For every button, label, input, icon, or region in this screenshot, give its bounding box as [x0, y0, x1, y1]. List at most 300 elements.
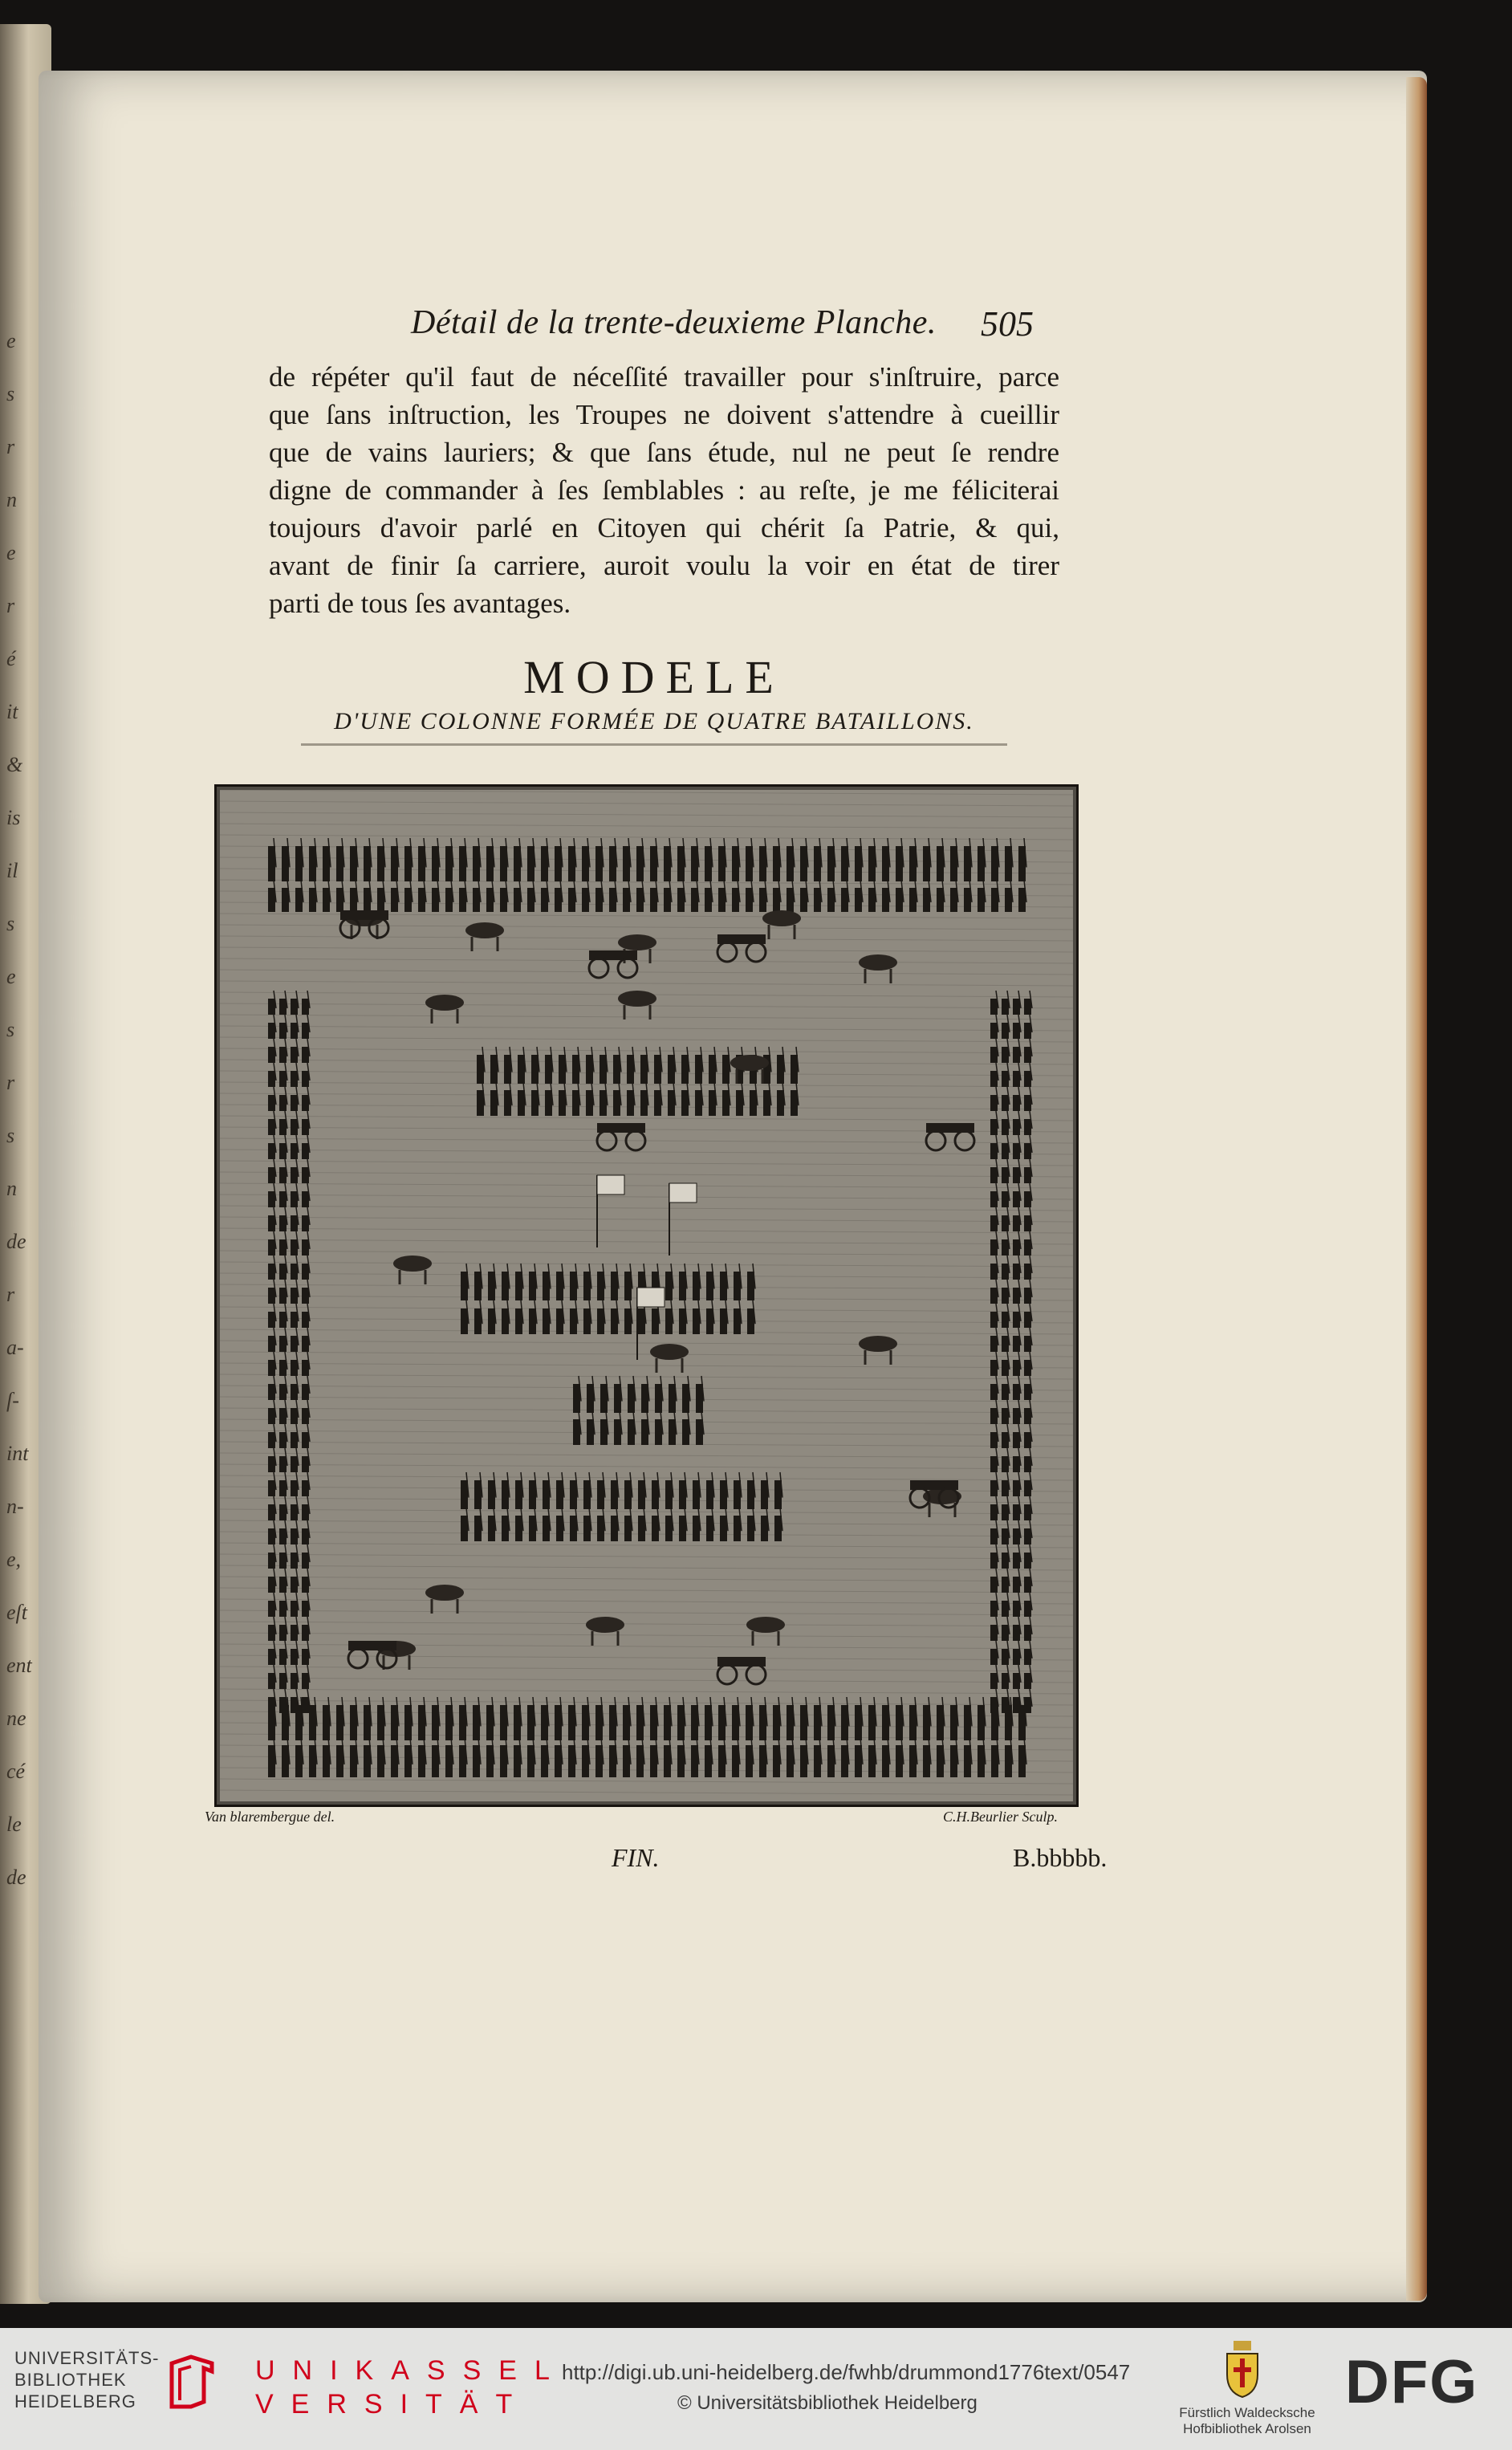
soldier-figure: [652, 1516, 659, 1541]
soldier-figure: [279, 1215, 287, 1231]
soldier-figure: [627, 1090, 634, 1116]
soldier-figure: [665, 1516, 673, 1541]
soldier-figure: [1002, 1601, 1009, 1617]
soldier-figure: [268, 1239, 275, 1256]
soldier-figure: [364, 1745, 371, 1777]
soldier-figure: [1002, 1673, 1009, 1689]
soldier-figure: [1002, 1288, 1009, 1304]
soldier-figure: [654, 1055, 661, 1084]
soldier-figure: [529, 1480, 536, 1509]
soldier-figure: [855, 1745, 862, 1777]
soldier-figure: [777, 1055, 784, 1084]
soldier-figure: [595, 888, 603, 912]
soldier-figure: [990, 1167, 998, 1183]
soldier-figure: [302, 1095, 309, 1111]
soldier-figure: [291, 1119, 298, 1135]
soldier-figure: [500, 888, 507, 912]
horse-figure: [859, 954, 897, 971]
soldier-figure: [1013, 1360, 1020, 1376]
soldier-figure: [302, 1047, 309, 1063]
soldier-figure: [693, 1516, 700, 1541]
soldier-figure: [732, 1745, 739, 1777]
soldier-figure: [302, 1384, 309, 1400]
soldier-figure: [1024, 1577, 1031, 1593]
soldier-figure: [268, 1023, 275, 1039]
soldier-figure: [515, 1308, 522, 1334]
soldier-figure: [350, 888, 357, 912]
horse-figure: [425, 995, 464, 1011]
soldier-figure: [291, 1432, 298, 1448]
soldier-figure: [1013, 1673, 1020, 1689]
soldier-figure: [882, 888, 889, 912]
soldier-figure: [488, 1308, 495, 1334]
soldier-figure: [279, 1673, 287, 1689]
soldier-figure: [909, 1745, 917, 1777]
soldier-figure: [279, 1625, 287, 1641]
horse-figure: [762, 910, 801, 926]
soldier-figure: [268, 1215, 275, 1231]
soldier-figure: [302, 1528, 309, 1544]
soldier-figure: [279, 1095, 287, 1111]
prev-page-fragment: eſt: [6, 1601, 27, 1624]
soldier-figure: [1013, 1408, 1020, 1424]
soldier-figure: [990, 1673, 998, 1689]
soldier-figure: [474, 1308, 482, 1334]
soldier-figure: [570, 1516, 577, 1541]
soldier-figure: [1024, 1408, 1031, 1424]
soldier-figure: [1013, 1456, 1020, 1472]
soldier-figure: [488, 1480, 495, 1509]
soldier-figure: [747, 1272, 754, 1300]
soldier-figure: [291, 1167, 298, 1183]
soldier-figure: [1002, 1384, 1009, 1400]
soldier-figure: [473, 888, 480, 912]
soldier-figure: [1013, 1384, 1020, 1400]
soldier-figure: [990, 1528, 998, 1544]
soldier-figure: [1002, 1577, 1009, 1593]
soldier-figure: [1013, 1264, 1020, 1280]
prev-page-fragment: r: [6, 594, 15, 617]
soldier-figure: [555, 1745, 562, 1777]
soldier-figure: [786, 1745, 794, 1777]
soldier-figure: [302, 1191, 309, 1207]
soldier-figure: [302, 1480, 309, 1496]
soldier-figure: [1013, 1649, 1020, 1665]
soldier-figure: [302, 1264, 309, 1280]
prev-page-fragment: e,: [6, 1548, 22, 1571]
soldier-figure: [652, 1480, 659, 1509]
soldier-figure: [268, 1625, 275, 1641]
prev-page-fragment: ſ-: [6, 1389, 19, 1412]
horse-figure: [618, 934, 656, 950]
soldier-figure: [696, 1384, 703, 1413]
soldier-figure: [1013, 1577, 1020, 1593]
soldier-figure: [964, 1745, 971, 1777]
soldier-figure: [583, 1308, 591, 1334]
soldier-figure: [855, 888, 862, 912]
soldier-figure: [1002, 1023, 1009, 1039]
soldier-figure: [543, 1272, 550, 1300]
soldier-figure: [720, 1516, 727, 1541]
soldier-figure: [268, 1745, 275, 1777]
soldier-figure: [279, 1553, 287, 1569]
soldier-figure: [734, 1272, 741, 1300]
soldier-figure: [302, 1336, 309, 1352]
soldier-figure: [279, 1239, 287, 1256]
soldier-figure: [291, 1528, 298, 1544]
soldier-figure: [291, 1312, 298, 1328]
soldier-figure: [488, 1516, 495, 1541]
soldier-figure: [614, 1384, 621, 1413]
soldier-figure: [990, 1143, 998, 1159]
prev-page-fragment: n: [6, 488, 17, 511]
soldier-figure: [641, 1419, 648, 1445]
soldier-figure: [291, 1023, 298, 1039]
arolsen-crest-icon[interactable]: [1224, 2339, 1261, 2399]
prev-page-fragment: e: [6, 541, 16, 564]
arolsen-library-label[interactable]: [1167, 2405, 1327, 2437]
soldier-figure: [746, 888, 753, 912]
soldier-figure: [282, 888, 289, 912]
fin-mark: FIN.: [612, 1843, 660, 1872]
soldier-figure: [477, 1055, 484, 1084]
soldier-figure: [582, 888, 589, 912]
soldier-figure: [268, 1577, 275, 1593]
soldier-figure: [302, 1408, 309, 1424]
arolsen-line: Fürstlich Waldecksche: [1179, 2405, 1315, 2420]
soldier-figure: [669, 1419, 676, 1445]
soldier-figure: [1013, 1480, 1020, 1496]
soldier-figure: [720, 1308, 727, 1334]
soldier-figure: [624, 1516, 632, 1541]
soldier-figure: [586, 1090, 593, 1116]
soldier-figure: [502, 1480, 509, 1509]
soldier-figure: [613, 1055, 620, 1084]
prev-page-fragment: n-: [6, 1495, 24, 1518]
soldier-figure: [1024, 1553, 1031, 1569]
soldier-figure: [302, 1553, 309, 1569]
soldier-figure: [268, 1528, 275, 1544]
soldier-figure: [291, 1215, 298, 1231]
soldier-figure: [791, 1055, 798, 1084]
soldier-figure: [1002, 1432, 1009, 1448]
soldier-figure: [543, 1516, 550, 1541]
soldier-figure: [990, 1336, 998, 1352]
soldier-figure: [336, 888, 343, 912]
soldier-figure: [418, 1745, 425, 1777]
prev-page-fragment: é: [6, 647, 16, 670]
soldier-figure: [1024, 1143, 1031, 1159]
soldier-figure: [709, 1090, 716, 1116]
soldier-figure: [597, 1272, 604, 1300]
soldier-figure: [722, 1090, 730, 1116]
soldier-figure: [573, 1419, 580, 1445]
soldier-figure: [611, 1308, 618, 1334]
heidelberg-line: BIBLIOTHEK: [14, 2370, 127, 2390]
soldier-figure: [773, 888, 780, 912]
soldier-figure: [679, 1272, 686, 1300]
soldier-figure: [279, 1264, 287, 1280]
soldier-figure: [268, 1336, 275, 1352]
soldier-figure: [669, 1384, 676, 1413]
soldier-figure: [990, 1480, 998, 1496]
soldier-figure: [1005, 888, 1012, 912]
soldier-figure: [291, 1239, 298, 1256]
soldier-figure: [896, 888, 903, 912]
prev-page-fragment: cé: [6, 1760, 26, 1783]
soldier-figure: [1018, 1745, 1026, 1777]
soldier-figure: [418, 888, 425, 912]
soldier-figure: [531, 1055, 539, 1084]
soldier-figure: [572, 1055, 579, 1084]
soldier-figure: [896, 1745, 903, 1777]
soldier-figure: [515, 1272, 522, 1300]
soldier-figure: [990, 1312, 998, 1328]
soldier-figure: [655, 1419, 662, 1445]
prev-page-fragment: is: [6, 806, 21, 829]
soldier-figure: [279, 1697, 287, 1713]
soldier-figure: [600, 1384, 608, 1413]
soldier-figure: [641, 1384, 648, 1413]
kassel-wordmark-top[interactable]: UNIKASSEL: [255, 2355, 567, 2386]
body-line: parti de tous ſes avantages.: [269, 588, 571, 619]
soldier-figure: [461, 1480, 468, 1509]
soldier-figure: [978, 1745, 985, 1777]
soldier-figure: [302, 1023, 309, 1039]
soldier-figure: [556, 1480, 563, 1509]
soldier-figure: [609, 1745, 616, 1777]
soldier-figure: [650, 888, 657, 912]
plate-subtitle: D'UNE COLONNE FORMÉE DE QUATRE BATAILLONS.: [334, 708, 974, 735]
permalink-url[interactable]: http://digi.ub.uni-heidelberg.de/fwhb/drummond1776text/0547: [562, 2360, 1131, 2384]
soldier-figure: [841, 888, 848, 912]
soldier-figure: [568, 888, 575, 912]
prev-page-fragment: e: [6, 329, 16, 352]
soldier-figure: [302, 1143, 309, 1159]
horse-figure: [465, 922, 504, 938]
soldier-figure: [640, 1090, 648, 1116]
soldier-figure: [570, 1308, 577, 1334]
soldier-figure: [774, 1480, 782, 1509]
running-head: Détail de la trente-deuxieme Planche.: [411, 304, 937, 341]
soldier-figure: [1024, 1336, 1031, 1352]
soldier-figure: [268, 1167, 275, 1183]
soldier-figure: [1024, 1504, 1031, 1520]
soldier-figure: [1013, 1432, 1020, 1448]
soldier-figure: [291, 1577, 298, 1593]
soldier-figure: [302, 1504, 309, 1520]
prev-page-fragment: s: [6, 1124, 15, 1147]
soldier-figure: [1024, 1601, 1031, 1617]
soldier-figure: [664, 888, 671, 912]
soldier-figure: [978, 888, 985, 912]
prev-page-fragment: e: [6, 965, 16, 988]
soldier-figure: [628, 1384, 635, 1413]
soldier-figure: [486, 1745, 494, 1777]
soldier-figure: [279, 1047, 287, 1063]
soldier-figure: [695, 1090, 702, 1116]
soldier-figure: [279, 1023, 287, 1039]
soldier-figure: [391, 1745, 398, 1777]
soldier-figure: [302, 1673, 309, 1689]
soldier-figure: [279, 999, 287, 1015]
heidelberg-line: UNIVERSITÄTS-: [14, 2348, 160, 2368]
soldier-figure: [474, 1272, 482, 1300]
page-fore-edge: [1406, 77, 1427, 2301]
kassel-wordmark-bottom[interactable]: VERSITÄT: [255, 2389, 530, 2419]
soldier-figure: [597, 1480, 604, 1509]
soldier-figure: [268, 1288, 275, 1304]
soldier-figure: [706, 1480, 713, 1509]
soldier-figure: [291, 1336, 298, 1352]
soldier-figure: [1024, 1095, 1031, 1111]
horse-figure: [586, 1617, 624, 1633]
soldier-figure: [990, 1119, 998, 1135]
soldier-figure: [1024, 1288, 1031, 1304]
soldier-figure: [502, 1308, 509, 1334]
soldier-figure: [691, 888, 698, 912]
soldier-figure: [841, 1745, 848, 1777]
soldier-figure: [336, 1745, 343, 1777]
soldier-figure: [268, 1095, 275, 1111]
kassel-logo-icon[interactable]: [167, 2354, 217, 2411]
soldier-figure: [1002, 1215, 1009, 1231]
dfg-logo[interactable]: DFG: [1345, 2348, 1479, 2416]
horse-figure: [618, 991, 656, 1007]
soldier-figure: [1002, 1697, 1009, 1713]
engraved-plate: [214, 784, 1079, 1807]
horse-figure: [393, 1256, 432, 1272]
soldier-figure: [541, 1745, 548, 1777]
soldier-figure: [1013, 1528, 1020, 1544]
soldier-figure: [1013, 1215, 1020, 1231]
soldier-figure: [624, 1308, 632, 1334]
soldier-figure: [650, 1745, 657, 1777]
soldier-figure: [291, 1095, 298, 1111]
soldier-figure: [759, 888, 766, 912]
soldier-figure: [268, 1432, 275, 1448]
soldier-figure: [623, 1745, 630, 1777]
soldier-figure: [404, 888, 412, 912]
prev-page-fragment: s: [6, 382, 15, 405]
soldier-figure: [990, 1239, 998, 1256]
soldier-figure: [734, 1308, 741, 1334]
soldier-figure: [490, 1055, 498, 1084]
soldier-figure: [668, 1055, 675, 1084]
soldier-figure: [302, 1601, 309, 1617]
soldier-figure: [747, 1308, 754, 1334]
soldier-figure: [682, 1419, 689, 1445]
soldier-figure: [1024, 1360, 1031, 1376]
soldier-figure: [990, 1384, 998, 1400]
soldier-figure: [279, 1528, 287, 1544]
soldier-figure: [559, 1055, 566, 1084]
soldier-figure: [291, 1143, 298, 1159]
soldier-figure: [268, 1191, 275, 1207]
soldier-figure: [502, 1272, 509, 1300]
soldier-figure: [531, 1090, 539, 1116]
soldier-figure: [1002, 999, 1009, 1015]
soldier-figure: [302, 1312, 309, 1328]
soldier-figure: [1024, 1480, 1031, 1496]
soldier-figure: [1013, 999, 1020, 1015]
signature-mark: B.bbbbb.: [1013, 1843, 1108, 1872]
prev-page-fragment: r: [6, 435, 15, 458]
horse-figure: [859, 1336, 897, 1352]
soldier-figure: [923, 1745, 930, 1777]
soldier-figure: [302, 1649, 309, 1665]
prev-page-fragment: r: [6, 1283, 15, 1306]
arolsen-line: Hofbibliothek Arolsen: [1183, 2421, 1311, 2436]
soldier-figure: [488, 1272, 495, 1300]
soldier-figure: [377, 1745, 384, 1777]
soldier-figure: [814, 1745, 821, 1777]
soldier-figure: [609, 888, 616, 912]
soldier-figure: [302, 1625, 309, 1641]
soldier-figure: [937, 1745, 944, 1777]
soldier-figure: [279, 1143, 287, 1159]
soldier-figure: [500, 1745, 507, 1777]
soldier-figure: [1002, 1336, 1009, 1352]
heidelberg-library-logo[interactable]: [14, 2347, 159, 2412]
soldier-figure: [668, 1090, 675, 1116]
soldier-figure: [1024, 1697, 1031, 1713]
soldier-figure: [693, 1308, 700, 1334]
soldier-figure: [665, 1480, 673, 1509]
soldier-figure: [990, 1095, 998, 1111]
soldier-figure: [827, 1745, 835, 1777]
soldier-figure: [734, 1516, 741, 1541]
soldier-figure: [1024, 1239, 1031, 1256]
soldier-figure: [545, 1055, 552, 1084]
prev-page-fragment: ne: [6, 1707, 26, 1730]
soldier-figure: [568, 1745, 575, 1777]
soldier-figure: [268, 1601, 275, 1617]
soldier-figure: [527, 888, 534, 912]
soldier-figure: [990, 1504, 998, 1520]
soldier-figure: [950, 1745, 957, 1777]
soldier-figure: [350, 1745, 357, 1777]
soldier-figure: [279, 1384, 287, 1400]
soldier-figure: [504, 1090, 511, 1116]
soldier-figure: [1002, 1625, 1009, 1641]
soldier-figure: [279, 1432, 287, 1448]
soldier-figure: [461, 1272, 468, 1300]
soldier-figure: [773, 1745, 780, 1777]
soldier-figure: [309, 888, 316, 912]
soldier-figure: [1002, 1095, 1009, 1111]
soldier-figure: [682, 1384, 689, 1413]
soldier-figure: [679, 1308, 686, 1334]
soldier-figure: [432, 1745, 439, 1777]
soldier-figure: [937, 888, 944, 912]
soldier-figure: [545, 1090, 552, 1116]
soldier-figure: [638, 1516, 645, 1541]
soldier-figure: [923, 888, 930, 912]
soldier-figure: [705, 888, 712, 912]
soldier-figure: [1002, 1119, 1009, 1135]
prev-page-fragment: s: [6, 912, 15, 935]
soldier-figure: [268, 1504, 275, 1520]
soldier-figure: [309, 1745, 316, 1777]
plate-credit-draughtsman: Van blarembergue del.: [205, 1809, 335, 1825]
copyright-notice: © Universitätsbibliothek Heidelberg: [677, 2392, 978, 2414]
soldier-figure: [1013, 1288, 1020, 1304]
soldier-figure: [950, 888, 957, 912]
soldier-figure: [302, 1697, 309, 1713]
soldier-figure: [268, 1553, 275, 1569]
prev-page-fragment: le: [6, 1813, 22, 1836]
